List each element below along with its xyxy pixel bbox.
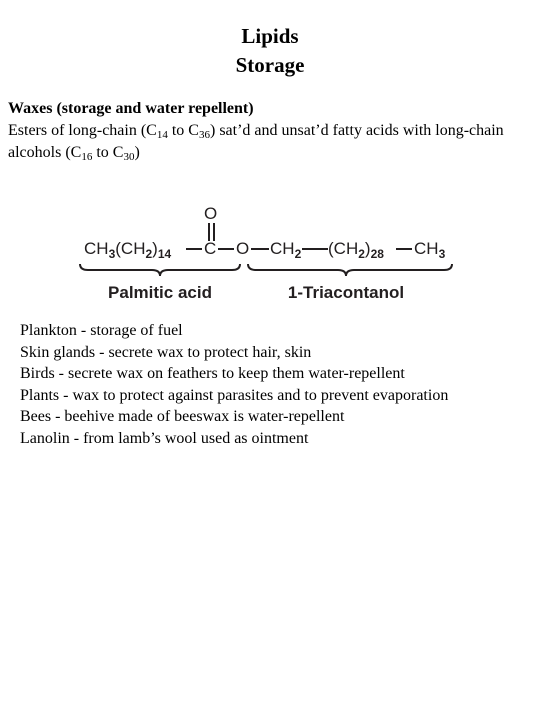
brace-alcohol xyxy=(248,264,452,276)
label-triacontanol: 1-Triacontanol xyxy=(287,283,405,302)
chem-subscript: 2 xyxy=(294,247,302,261)
page-subtitle: Storage xyxy=(235,53,305,77)
chem-text: (CH xyxy=(328,239,359,258)
chain-ch3-left xyxy=(84,239,172,261)
chem-subscript: 3 xyxy=(438,247,446,261)
intro-paragraph xyxy=(8,98,533,164)
repeat-count: 14 xyxy=(157,247,172,261)
chain-ch2 xyxy=(270,239,302,261)
chem-text: ) xyxy=(364,239,371,258)
list-item: Birds - secrete wax on feathers to keep them water-repellent xyxy=(20,365,405,383)
label-palmitic-acid: Palmitic acid xyxy=(108,283,212,302)
list-item: Lanolin - from lamb’s wool used as ointment xyxy=(20,429,309,447)
intro-text-part: ) xyxy=(134,144,140,161)
intro-text-part: to C xyxy=(92,144,124,161)
intro-text-part: Esters of long-chain (C xyxy=(8,122,157,139)
page-title: Lipids xyxy=(241,24,299,48)
carbonyl-oxygen: O xyxy=(204,204,218,223)
chem-subscript: 3 xyxy=(108,247,116,261)
carbonyl-carbon: C xyxy=(204,239,217,258)
chain-ch3-right xyxy=(414,239,446,261)
list-item: Plants - wax to protect against parasites and to prevent evaporation xyxy=(20,386,449,404)
uses-list xyxy=(20,320,535,450)
chem-text: ) xyxy=(152,239,158,258)
subscript: 14 xyxy=(156,129,168,141)
brace-acid xyxy=(80,264,240,276)
subscript: 30 xyxy=(123,151,135,163)
section-heading: Waxes (storage and water repellent) xyxy=(8,100,254,117)
chem-text: CH xyxy=(414,239,439,258)
repeat-count: 28 xyxy=(370,247,384,261)
subscript: 16 xyxy=(81,151,93,163)
intro-text-part: to C xyxy=(167,122,199,139)
chem-text: CH xyxy=(84,239,109,258)
chain-ch2-repeat xyxy=(328,239,384,261)
ester-oxygen: O xyxy=(236,239,250,258)
subscript: 36 xyxy=(198,129,210,141)
intro-text xyxy=(8,120,533,164)
wax-ester-structure xyxy=(70,198,465,308)
intro-text-part: ) sat’d and unsat’d fatty acids with long-chain alcohols (C xyxy=(8,122,504,161)
list-item: Plankton - storage of fuel xyxy=(20,322,183,339)
list-item: Skin glands - secrete wax to protect hair, skin xyxy=(20,343,312,361)
chem-subscript: 2 xyxy=(358,247,365,261)
chem-subscript: 2 xyxy=(145,247,153,261)
chem-text: (CH xyxy=(115,239,146,258)
chem-text: CH xyxy=(270,239,295,258)
list-item: Bees - beehive made of beeswax is water-repellent xyxy=(20,408,345,426)
